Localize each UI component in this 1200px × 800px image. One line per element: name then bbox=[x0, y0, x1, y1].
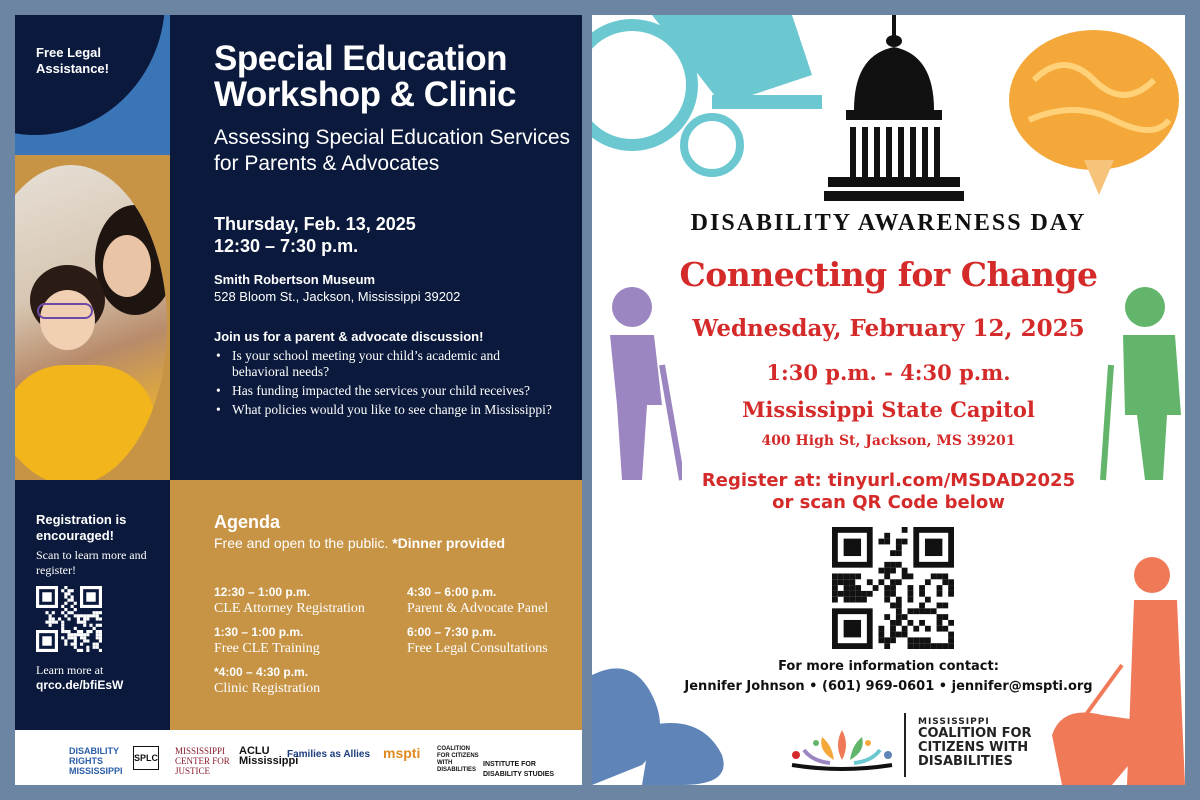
institute-disability-studies-logo: INSTITUTE FOR DISABILITY STUDIES bbox=[483, 761, 555, 778]
special-education-flyer bbox=[15, 15, 582, 785]
logo-divider bbox=[904, 713, 906, 777]
registration-panel bbox=[15, 480, 170, 730]
agenda-subtitle: Free and open to the public. *Dinner provided bbox=[214, 535, 506, 551]
agenda-item: *4:00 – 4:30 p.m. Clinic Registration bbox=[214, 665, 321, 696]
event-qr-code[interactable] bbox=[832, 527, 954, 649]
splc-logo: SPLC bbox=[133, 746, 159, 770]
wheelchair-icon bbox=[592, 15, 822, 185]
agenda-item: 1:30 – 1:00 p.m. Free CLE Training bbox=[214, 625, 320, 656]
workshop-subtitle: Assessing Special Education Services for Parents & Advocates bbox=[214, 126, 571, 175]
left-main-panel bbox=[170, 15, 582, 480]
discussion-heading: Join us for a parent & advocate discussion! bbox=[214, 329, 484, 344]
event-headline: Connecting for Change bbox=[679, 255, 1098, 294]
families-as-allies-logo: Families as Allies bbox=[287, 749, 371, 760]
workshop-date: Thursday, Feb. 13, 2025 bbox=[214, 214, 416, 234]
event-title: DISABILITY AWARENESS DAY bbox=[690, 210, 1087, 236]
agenda-item: 12:30 – 1:00 p.m. CLE Attorney Registration bbox=[214, 585, 365, 616]
workshop-datetime bbox=[214, 213, 416, 257]
agenda-item: 4:30 – 6:00 p.m. Parent & Advocate Panel bbox=[407, 585, 549, 616]
learn-more-link[interactable]: qrco.de/bfiEsW bbox=[36, 678, 124, 692]
venue-name: Smith Robertson Museum bbox=[214, 272, 376, 287]
registration-qr-code[interactable] bbox=[36, 586, 102, 652]
workshop-title: Special Education Workshop & Clinic bbox=[214, 39, 516, 114]
registration-scan-text: Scan to learn more and register! bbox=[36, 548, 147, 577]
agenda-item: 6:00 – 7:30 p.m. Free Legal Consultations bbox=[407, 625, 548, 656]
register-link[interactable]: Register at: tinyurl.com/MSDAD2025 bbox=[701, 470, 1076, 491]
event-address: 400 High St, Jackson, MS 39201 bbox=[761, 433, 1016, 449]
capitol-icon bbox=[824, 15, 964, 205]
ms-center-for-justice-logo: MISSISSIPPI CENTER FOR JUSTICE bbox=[175, 746, 230, 776]
list-item: • Has funding impacted the services your child receives? bbox=[214, 383, 554, 399]
discussion-questions bbox=[214, 348, 554, 418]
agenda-panel bbox=[170, 480, 582, 730]
photo-column bbox=[15, 15, 170, 480]
register-info bbox=[592, 470, 1185, 514]
disability-rights-logo: DISABILITY RIGHTS MISSISSIPPI bbox=[69, 746, 123, 776]
register-scan-text: or scan QR Code below bbox=[772, 492, 1005, 513]
workshop-venue bbox=[214, 271, 460, 305]
free-legal-badge: Free Legal Assistance! bbox=[36, 45, 109, 76]
venue-address: 528 Bloom St., Jackson, Mississippi 39202 bbox=[214, 289, 461, 304]
list-item: • Is your school meeting your child’s academic and behavioral needs? bbox=[214, 348, 554, 380]
agenda-title: Agenda bbox=[214, 512, 281, 532]
disability-awareness-flyer bbox=[592, 15, 1185, 785]
coalition-flower-logo bbox=[782, 715, 902, 775]
contact-details: Jennifer Johnson • (601) 969-0601 • jennifer@mspti.org bbox=[684, 679, 1093, 694]
mspti-logo: mspti bbox=[383, 745, 421, 761]
event-time: 1:30 p.m. - 4:30 p.m. bbox=[766, 360, 1011, 385]
coalition-logo-small: COALITION FOR CITIZENS WITH DISABILITIES bbox=[437, 746, 479, 773]
event-date: Wednesday, February 12, 2025 bbox=[692, 315, 1085, 342]
event-venue: Mississippi State Capitol bbox=[742, 397, 1035, 422]
workshop-time: 12:30 – 7:30 p.m. bbox=[214, 236, 359, 256]
sponsor-logo-strip bbox=[15, 730, 582, 785]
parent-child-photo bbox=[15, 165, 167, 480]
discussion-section bbox=[214, 329, 554, 421]
learn-more-text: Learn more at bbox=[36, 663, 104, 677]
aclu-logo: ACLU Mississippi bbox=[239, 745, 299, 767]
sign-language-hands-icon bbox=[592, 655, 742, 785]
coalition-wordmark: MISSISSIPPI COALITION FOR CITIZENS WITH DISABILITIES bbox=[918, 717, 1032, 769]
list-item: • What policies would you like to see change in Mississippi? bbox=[214, 402, 554, 418]
registration-title: Registration is encouraged! bbox=[36, 512, 127, 543]
brain-icon bbox=[1004, 20, 1184, 200]
contact-heading: For more information contact: bbox=[778, 659, 999, 674]
